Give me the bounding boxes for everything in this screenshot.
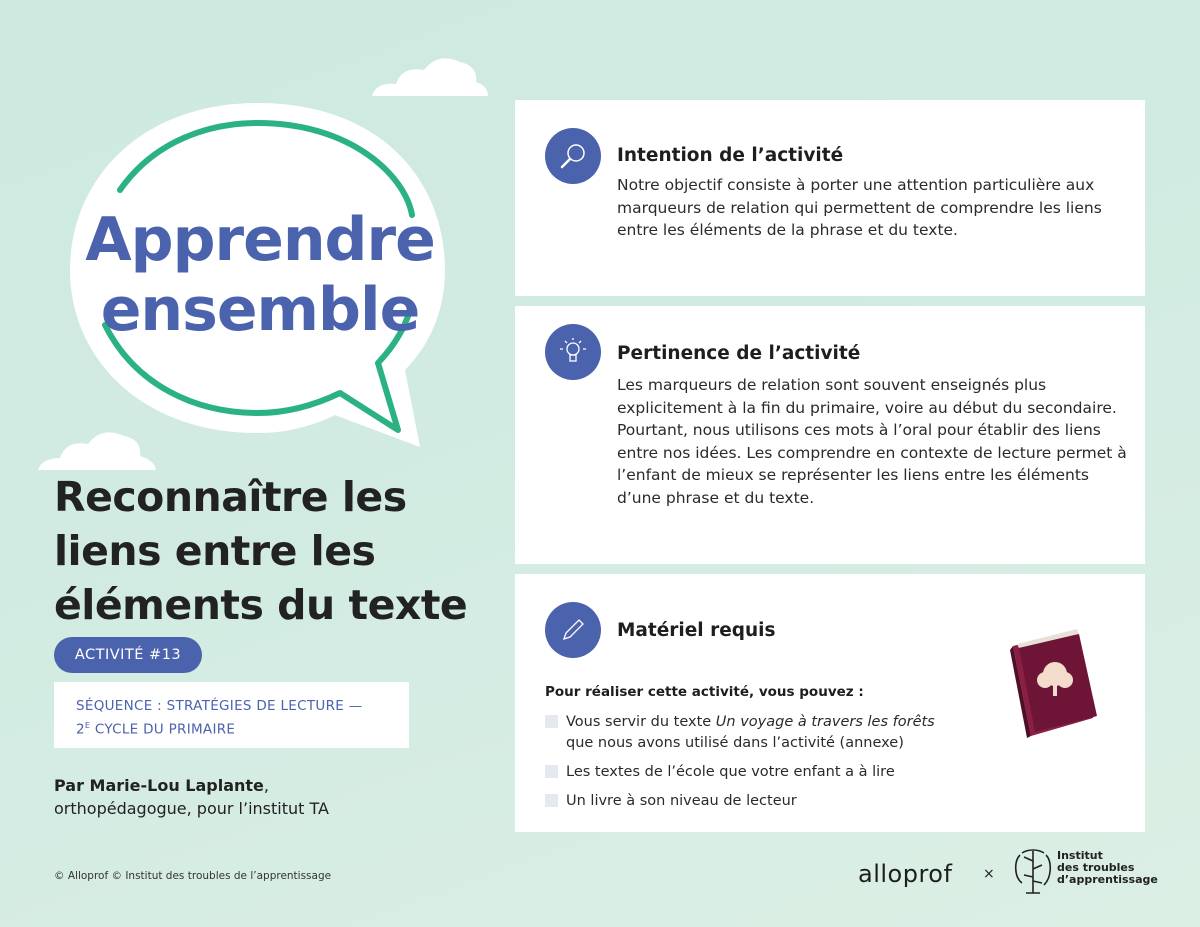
card-text: Notre objectif consiste à porter une attention particulière aux marqueurs de relation qui permettent de comprendre les liens entre les éléments de la phrase et du texte.	[617, 176, 1102, 239]
activity-badge: ACTIVITÉ #13	[54, 637, 202, 673]
card-title: Intention de l’activité	[617, 145, 844, 166]
alloprof-logo: alloprof	[858, 860, 953, 888]
material-list	[545, 712, 966, 820]
sequence-box	[54, 682, 409, 748]
bullet-square-icon	[545, 715, 558, 728]
list-item	[545, 712, 966, 754]
item-text: Les textes de l’école que votre enfant a à lire	[566, 764, 895, 780]
ita-line2: des troubles	[1057, 861, 1135, 874]
card-text: Les marqueurs de relation sont souvent enseignés plus explicitement à la fin du primaire, voire au début du secondaire. Pourtant, nous utilisons ces mots à l’oral pour établir des liens entre nos idées. Les comprendre en contexte de lecture permet à l’enfant de mieux se représenter les liens entre les éléments d’une phrase et du texte.	[617, 376, 1127, 507]
item-book-title: Un voyage à travers les forêts	[715, 714, 935, 730]
logo-line1: Apprendre	[85, 205, 435, 275]
material-lead: Pour réaliser cette activité, vous pouvez :	[545, 684, 864, 700]
copyright: © Alloprof © Institut des troubles de l’apprentissage	[54, 870, 332, 882]
card-pertinence	[515, 306, 1145, 564]
card-title: Pertinence de l’activité	[617, 343, 861, 364]
cloud-decoration	[368, 52, 490, 98]
ita-logo-text	[1057, 850, 1158, 886]
ita-line1: Institut	[1057, 849, 1103, 862]
lightbulb-icon	[545, 324, 601, 380]
bullet-square-icon	[545, 794, 558, 807]
item-text: Vous servir du texte	[566, 714, 716, 730]
sequence-sup: E	[84, 721, 91, 730]
pencil-icon	[545, 602, 601, 658]
logo-line2: ensemble	[100, 275, 420, 345]
sequence-line1: SÉQUENCE : STRATÉGIES DE LECTURE —	[76, 698, 363, 714]
title-line3: éléments du texte	[54, 581, 468, 629]
list-item	[545, 791, 966, 812]
magnifier-icon	[545, 128, 601, 184]
author-name: Par Marie-Lou Laplante	[54, 776, 264, 795]
author-role: orthopédagogue, pour l’institut TA	[54, 799, 329, 818]
item-text: Un livre à son niveau de lecteur	[566, 793, 797, 809]
title-line1: Reconnaître les	[54, 473, 407, 521]
item-text: que nous avons utilisé dans l’activité (annexe)	[566, 735, 904, 751]
page-title	[54, 470, 524, 632]
title-line2: liens entre les	[54, 527, 376, 575]
card-materiel	[515, 574, 1145, 832]
ita-line3: d’apprentissage	[1057, 873, 1158, 886]
author	[54, 774, 329, 820]
bullet-square-icon	[545, 765, 558, 778]
logo-title	[60, 205, 460, 345]
tree-brain-icon	[1012, 847, 1054, 895]
card-intention	[515, 100, 1145, 296]
card-title: Matériel requis	[617, 620, 776, 641]
author-comma: ,	[263, 776, 269, 795]
book-icon	[1005, 626, 1105, 741]
list-item	[545, 762, 966, 783]
sequence-num: 2	[76, 721, 85, 738]
sequence-line2	[76, 716, 387, 740]
times-separator: ×	[983, 866, 995, 882]
sequence-rest: CYCLE DU PRIMAIRE	[90, 721, 236, 738]
